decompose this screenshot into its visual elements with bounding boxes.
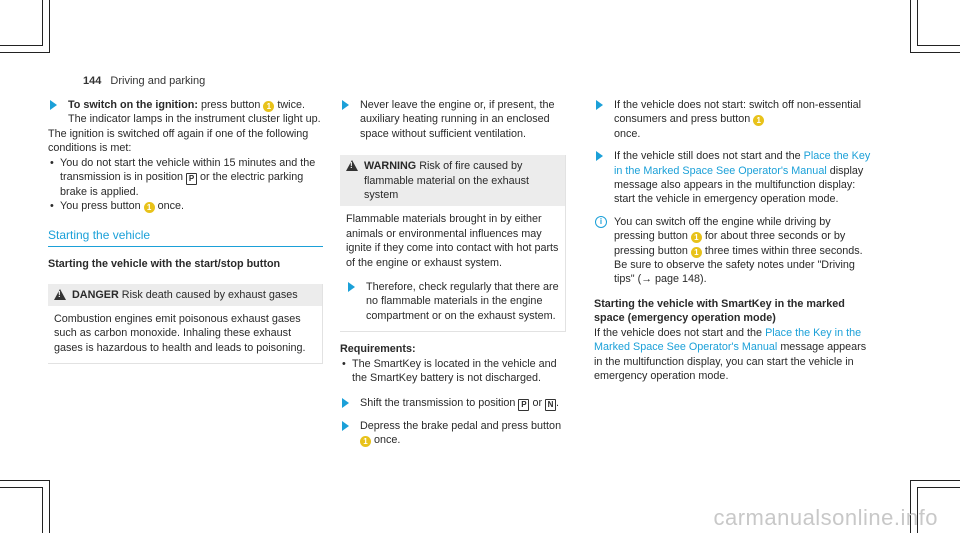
bullet-text: You press button <box>60 200 141 213</box>
step-arrow-icon <box>596 100 603 110</box>
crop-mark <box>0 45 42 46</box>
step-arrow-icon <box>50 100 57 110</box>
button-1-icon: 1 <box>753 115 764 126</box>
danger-header <box>48 284 322 306</box>
step-text: Never leave the engine or, if present, the auxiliary heating running in an enclosed space without sufficient ventilation. <box>360 99 555 140</box>
step-text: If the vehicle does not start: switch off non-essential consumers and press button <box>614 99 862 126</box>
step-text: Depress the brake pedal and press button <box>360 419 562 432</box>
step-shift: Shift the transmission to position P or N . <box>340 396 566 411</box>
warning-box <box>340 155 566 332</box>
step-text: If the vehicle still does not start and the <box>614 150 801 163</box>
warning-body <box>340 206 565 331</box>
bullet-text: or the electric parking brake is applied. <box>60 171 304 199</box>
crop-mark <box>0 52 49 53</box>
watermark: carmanualsonline.info <box>713 504 938 530</box>
button-1-icon: 1 <box>263 101 274 112</box>
step-arrow-icon <box>342 421 349 431</box>
step-emergency <box>594 149 874 207</box>
step-arrow-icon <box>342 398 349 408</box>
button-1-icon: 1 <box>144 202 155 213</box>
chapter-title: Driving and parking <box>110 75 206 87</box>
list-item <box>48 156 323 200</box>
list-item: • The SmartKey is located in the vehicle and the SmartKey battery is not discharged. <box>340 357 566 386</box>
crop-mark <box>917 0 918 46</box>
subheading: Starting the vehicle with SmartKey in the marked space (emergency operation mode) <box>594 297 845 325</box>
danger-label: DANGER <box>72 288 119 301</box>
button-1-icon: 1 <box>691 247 702 258</box>
crop-mark <box>910 0 911 53</box>
crop-mark <box>918 45 960 46</box>
paragraph-text: If the vehicle does not start and the <box>594 326 763 339</box>
display-message-link[interactable]: Place the Key in the Marked Space See Operator's Manual <box>594 326 862 354</box>
emergency-paragraph <box>594 326 874 384</box>
crop-mark <box>49 480 50 533</box>
column-3 <box>594 98 874 383</box>
step-text: Shift the transmission to position <box>360 396 516 409</box>
bullet-text: You do not start the vehicle within 15 minutes and the transmission is in position <box>60 156 316 184</box>
step-switch-on-ignition <box>48 98 323 127</box>
button-1-icon: 1 <box>360 436 371 447</box>
step-check <box>346 280 559 323</box>
paragraph-text: message appears in the multifunction display, you can start the vehicle in emergency operation mode. <box>594 341 867 382</box>
step-result: The indicator lamps in the instrument cluster light up. <box>68 113 321 126</box>
step-text: Therefore, check regularly that there are no flammable materials in the engine compartment or on the exhaust system. <box>366 281 559 322</box>
step-brake <box>340 419 566 448</box>
crop-mark <box>42 0 43 46</box>
info-text: You can switch off the engine while driving by pressing button <box>614 215 831 243</box>
crop-mark <box>911 52 960 53</box>
info-text: three times within three seconds. Be sure to observe the safety notes under "Driving tips" (→ page 148). <box>614 244 863 286</box>
section-title: Starting the vehicle <box>48 228 323 247</box>
column-2 <box>340 98 566 455</box>
step-text: once. <box>374 433 401 446</box>
warning-label: WARNING <box>364 160 417 173</box>
warning-text: Flammable materials brought in by either animals or environmental influences may ignite if they come into contact with hot parts of the engine or exhaust system. <box>346 213 559 269</box>
danger-body: Combustion engines emit poisonous exhaust gases such as carbon monoxide. Inhaling these exhaust gases is hazardous to health and leads to poisoning. <box>54 313 306 354</box>
button-1-icon: 1 <box>691 232 702 243</box>
step-text: or <box>532 396 543 409</box>
step-title: To switch on the ignition: <box>68 99 198 111</box>
list-item <box>48 199 323 213</box>
requirements-title: Requirements: <box>340 343 416 356</box>
page-header <box>83 74 205 88</box>
crop-mark <box>911 480 960 481</box>
step-text: twice. <box>277 99 305 111</box>
step-arrow-icon <box>596 151 603 161</box>
step-switch-off-consumers <box>594 98 874 141</box>
step-text: press button <box>200 99 261 111</box>
warning-header <box>340 155 565 206</box>
step-text: once. <box>614 127 641 140</box>
danger-title: Risk death caused by exhaust gases <box>121 288 298 301</box>
gear-p-icon: P <box>186 173 197 185</box>
step-arrow-icon <box>348 282 355 292</box>
warning-triangle-icon <box>54 289 66 300</box>
bullet-text: once. <box>157 200 185 213</box>
display-message-link[interactable]: Place the Key in the Marked Space See Operator's Manual <box>614 150 871 177</box>
warning-triangle-icon <box>346 160 358 171</box>
info-text: for about three seconds or by pressing button <box>614 230 846 257</box>
crop-mark <box>49 0 50 53</box>
crop-mark <box>0 487 42 488</box>
page-number: 144 <box>83 75 102 87</box>
danger-box <box>48 284 323 365</box>
subheading: Starting the vehicle with the start/stop button <box>48 258 281 271</box>
info-note <box>594 215 874 287</box>
conditions-paragraph: The ignition is switched off again if one of the following conditions is met: <box>48 127 309 155</box>
crop-mark <box>918 487 960 488</box>
step-arrow-icon <box>342 100 349 110</box>
warning-title: Risk of fire caused by flammable material on the exhaust system <box>364 160 530 202</box>
column-1 <box>48 98 323 364</box>
crop-mark <box>0 480 49 481</box>
info-icon: i <box>595 216 607 228</box>
step-text: display message also appears in the multifunction display: start the vehicle in emergency operation mode. <box>614 164 864 206</box>
step-ventilation <box>340 98 566 141</box>
gear-p-icon: P <box>518 399 529 411</box>
crop-mark <box>42 487 43 533</box>
gear-n-icon: N <box>545 399 556 411</box>
